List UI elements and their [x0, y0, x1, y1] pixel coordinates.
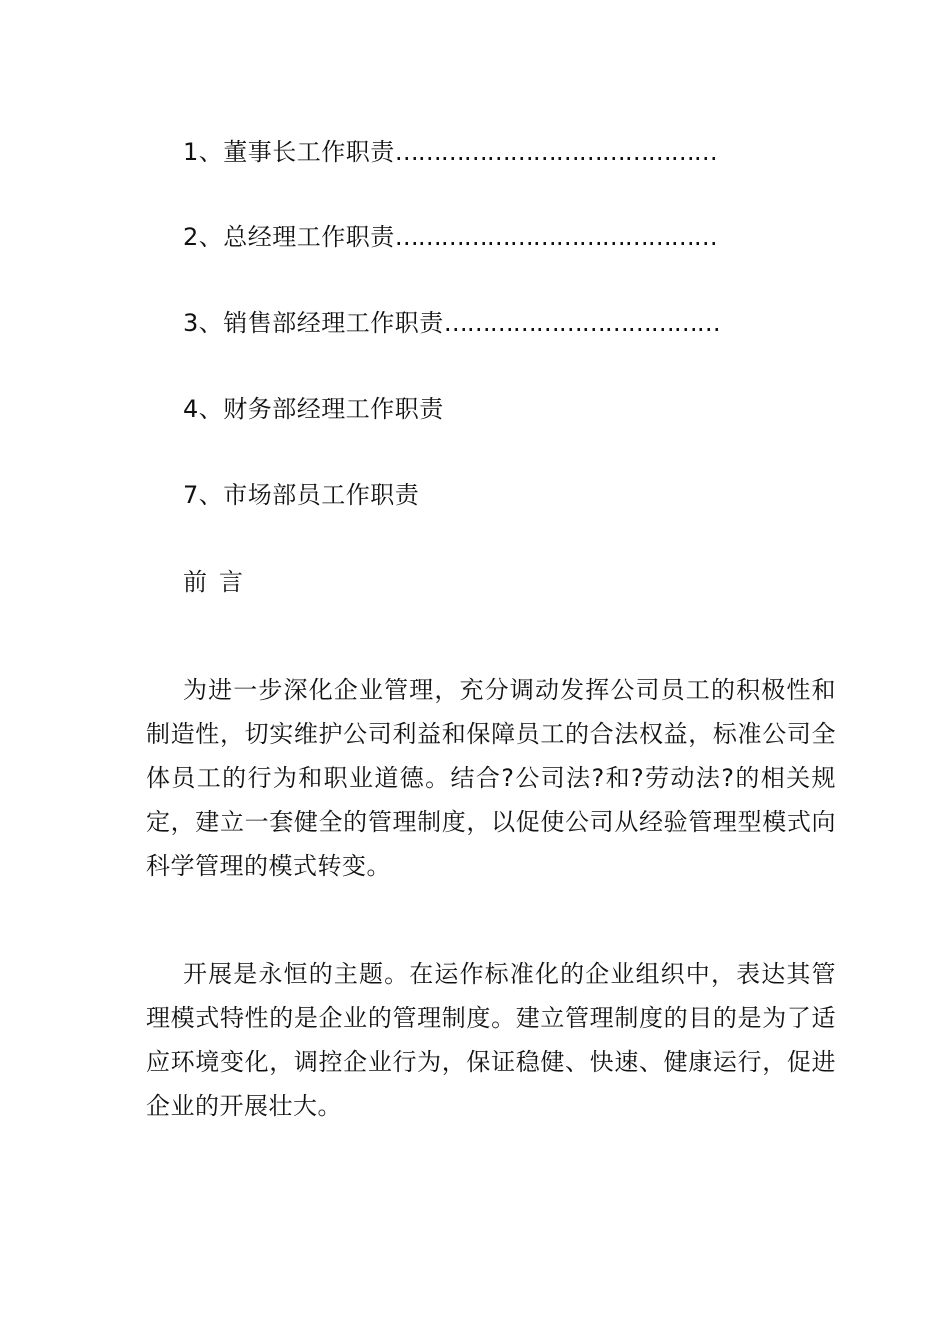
body-paragraph: 开展是永恒的主题。在运作标准化的企业组织中，表达其管理模式特性的是企业的管理制度。建立管理制度的目的是为了适应环境变化，调控企业行为，保证稳健、快速、健康运行，促进企业的开展壮大。: [146, 960, 836, 1120]
toc-item-label: 1、董事长工作职责: [183, 138, 395, 166]
toc-item-label: 3、销售部经理工作职责: [183, 309, 444, 337]
toc-item: [183, 308, 720, 338]
body-paragraph: 为进一步深化企业管理，充分调动发挥公司员工的积极性和制造性，切实维护公司利益和保障员工的合法权益，标准公司全体员工的行为和职业道德。结合?公司法?和?劳动法?的相关规定，建立一套健全的管理制度，以促使公司从经验管理型模式向科学管理的模式转变。: [146, 676, 836, 880]
toc-item: [183, 394, 444, 424]
toc-leader-dots: ……………………………………: [394, 223, 717, 251]
toc-item-label: 2、总经理工作职责: [183, 223, 395, 251]
toc-item: [183, 222, 717, 252]
toc-item-label: 7、市场部员工作职责: [183, 481, 420, 509]
toc-leader-dots: ……………………………………: [394, 138, 717, 166]
toc-leader-dots: ………………………………: [443, 309, 720, 337]
toc-item: [183, 480, 419, 510]
toc-item-label: 4、财务部经理工作职责: [183, 395, 444, 423]
toc-item: [183, 137, 717, 167]
section-heading: 前言: [183, 568, 255, 596]
